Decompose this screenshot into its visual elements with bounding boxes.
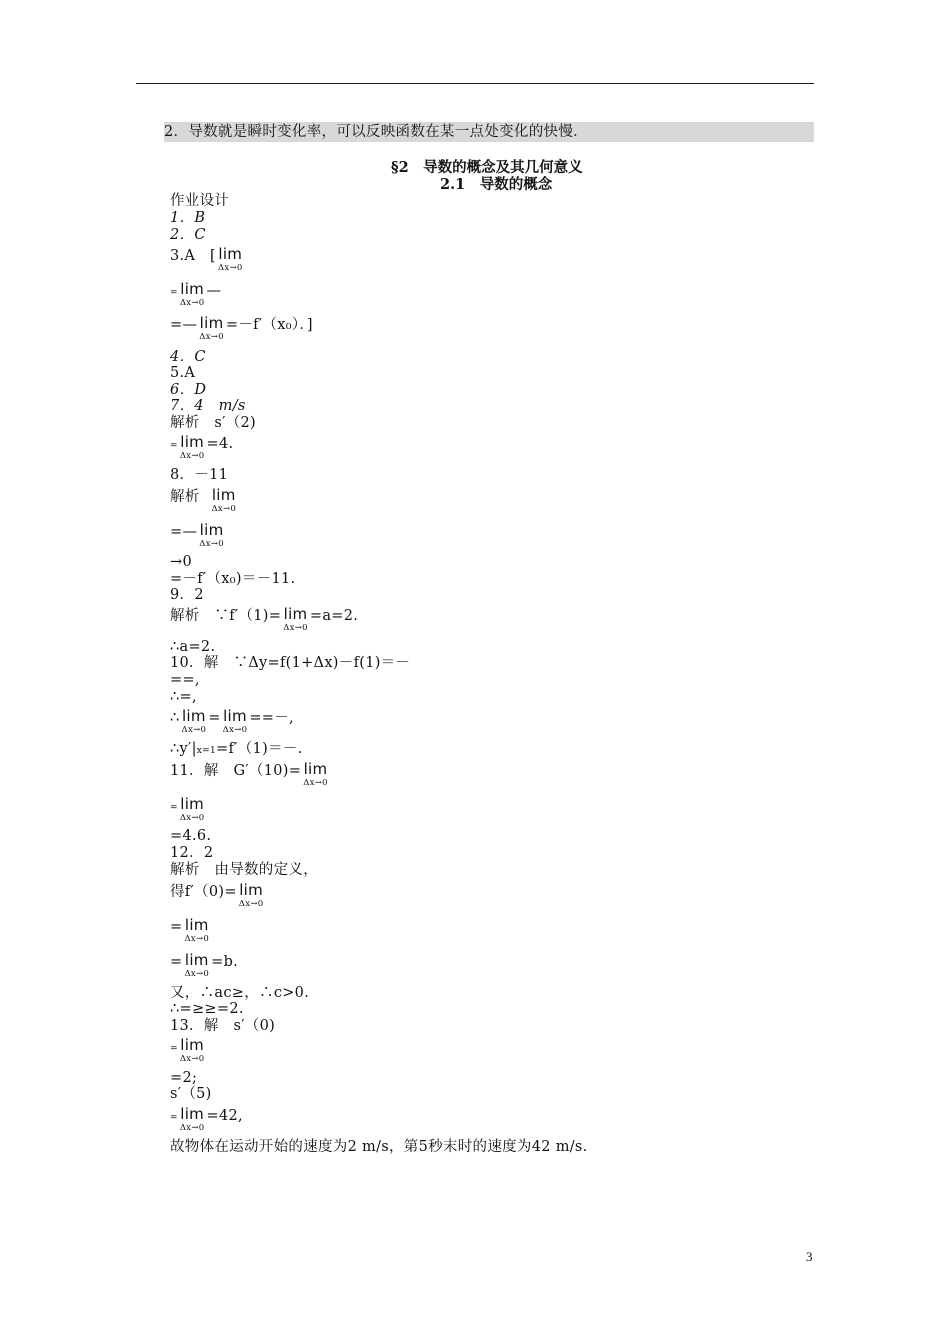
lim-word: lim bbox=[180, 1036, 205, 1054]
answer-11-step bbox=[170, 797, 207, 823]
text: =f′（1)＝－. bbox=[216, 741, 303, 757]
answer-10-result bbox=[170, 740, 303, 760]
answer-3-line2 bbox=[170, 282, 221, 308]
subscript: x=1 bbox=[196, 746, 217, 756]
answer-7-analysis: 解析 s′（2) bbox=[170, 415, 257, 431]
limit-symbol bbox=[184, 953, 209, 979]
answer-10: 10．解 ∵Δy=f(1+Δx)－f(1)＝－ bbox=[170, 655, 411, 671]
text: =4. bbox=[206, 436, 234, 452]
limit-symbol bbox=[182, 709, 207, 735]
answer-10-step3 bbox=[170, 709, 294, 735]
lim-word: lim bbox=[303, 760, 328, 778]
answer-8: 8．－11 bbox=[170, 467, 229, 483]
answer-12-result: ∴=≥≥=2. bbox=[170, 1001, 244, 1017]
limit-symbol bbox=[218, 247, 243, 273]
lim-sub: Δx→0 bbox=[217, 263, 243, 273]
limit-symbol bbox=[303, 762, 328, 788]
text: 4．C bbox=[170, 349, 206, 365]
page-number: 3 bbox=[806, 1249, 813, 1264]
lim-word: lim bbox=[181, 707, 206, 725]
answer-12-step1 bbox=[170, 883, 265, 909]
text: =b. bbox=[211, 954, 239, 970]
answer-10-step1: ==, bbox=[170, 672, 200, 688]
text: = bbox=[170, 803, 178, 813]
lim-sub: Δx→0 bbox=[199, 332, 224, 342]
text: = bbox=[170, 1113, 178, 1123]
lim-word: lim bbox=[239, 881, 264, 899]
text: 3.A [ bbox=[170, 248, 216, 264]
answer-2-text: 2．C bbox=[170, 227, 206, 243]
lim-word: lim bbox=[211, 486, 236, 504]
answer-13-step2: =2; bbox=[170, 1070, 198, 1086]
lim-word: lim bbox=[199, 521, 224, 539]
answer-9-result: ∴a=2. bbox=[170, 639, 216, 655]
text: ∴ bbox=[170, 710, 180, 726]
lim-word: lim bbox=[184, 916, 209, 934]
limit-symbol bbox=[180, 282, 205, 308]
text: ==－, bbox=[249, 710, 294, 726]
limit-symbol bbox=[283, 607, 308, 633]
answer-12-step4: 又，∴ac≥，∴c>0. bbox=[170, 985, 310, 1001]
limit-symbol bbox=[180, 435, 205, 461]
lim-sub: Δx→0 bbox=[184, 934, 210, 944]
intro-text: 2．导数就是瞬时变化率，可以反映函数在某一点处变化的快慢． bbox=[164, 124, 588, 140]
answer-13-step4 bbox=[170, 1107, 243, 1133]
answer-8-step bbox=[170, 523, 226, 549]
text: = bbox=[208, 710, 221, 726]
text: = bbox=[170, 441, 178, 451]
answer-2 bbox=[170, 226, 206, 244]
text: 7．4 m/s bbox=[170, 398, 246, 414]
answer-3-line3 bbox=[170, 316, 313, 342]
lim-sub: Δx→0 bbox=[179, 1054, 205, 1064]
lim-word: lim bbox=[180, 795, 205, 813]
answer-12: 12．2 bbox=[170, 845, 214, 861]
answer-9: 9．2 bbox=[170, 587, 204, 603]
limit-symbol bbox=[180, 1107, 205, 1133]
answer-13-step1 bbox=[170, 1038, 207, 1064]
answer-7 bbox=[170, 397, 246, 415]
lim-word: lim bbox=[223, 707, 247, 725]
answer-13-step3: s′（5) bbox=[170, 1086, 212, 1102]
answer-8-arrow: →0 bbox=[170, 554, 192, 570]
text: — bbox=[206, 283, 222, 299]
lim-sub: Δx→0 bbox=[179, 813, 205, 823]
text: =— bbox=[170, 317, 198, 333]
answer-7-result bbox=[170, 435, 233, 461]
answer-12-analysis: 解析 由导数的定义， bbox=[170, 862, 318, 878]
answer-1-text: 1．B bbox=[170, 210, 206, 226]
text: = bbox=[170, 1044, 178, 1054]
answer-10-step2: ∴=, bbox=[170, 689, 197, 705]
text: =a=2. bbox=[309, 608, 359, 624]
text: =42, bbox=[206, 1108, 243, 1124]
lim-word: lim bbox=[184, 951, 209, 969]
text: ∴y′| bbox=[170, 741, 197, 757]
lim-word: lim bbox=[180, 1105, 205, 1123]
answer-3-line1 bbox=[170, 247, 245, 273]
limit-symbol bbox=[223, 709, 248, 735]
answer-12-step3 bbox=[170, 953, 238, 979]
lim-sub: Δx→0 bbox=[303, 778, 328, 788]
text: = bbox=[170, 288, 178, 298]
answer-9-analysis bbox=[170, 607, 358, 633]
answer-8-analysis bbox=[170, 488, 238, 514]
lim-word: lim bbox=[180, 280, 205, 298]
subsection-title: 2.1 导数的概念 bbox=[440, 176, 553, 193]
answer-1 bbox=[170, 209, 205, 227]
header-rule bbox=[136, 83, 814, 84]
limit-symbol bbox=[199, 316, 224, 342]
limit-symbol bbox=[180, 797, 205, 823]
answer-8-result: =－f′（x₀)＝－11. bbox=[170, 571, 296, 587]
section-title: §2 导数的概念及其几何意义 bbox=[391, 159, 583, 176]
text: 得f′（0)= bbox=[170, 884, 237, 900]
answer-11-result: =4.6. bbox=[170, 828, 212, 844]
lim-word: lim bbox=[218, 245, 243, 263]
heading-homework: 作业设计 bbox=[170, 193, 230, 209]
text: 解析 ∵f′（1)= bbox=[170, 608, 282, 624]
text: 解析 bbox=[170, 489, 200, 505]
lim-sub: Δx→0 bbox=[179, 451, 205, 461]
lim-sub: Δx→0 bbox=[179, 298, 205, 308]
limit-symbol bbox=[239, 883, 264, 909]
answer-11 bbox=[170, 762, 330, 788]
lim-word: lim bbox=[283, 605, 308, 623]
lim-sub: Δx→0 bbox=[283, 623, 308, 633]
limit-symbol bbox=[199, 523, 224, 549]
limit-symbol bbox=[180, 1038, 205, 1064]
text: = bbox=[170, 919, 183, 935]
answer-12-step2 bbox=[170, 918, 211, 944]
answer-13: 13．解 s′（0) bbox=[170, 1018, 276, 1034]
limit-symbol bbox=[184, 918, 209, 944]
text: =— bbox=[170, 524, 198, 540]
text: 6．D bbox=[170, 382, 207, 398]
answer-13-conclusion: 故物体在运动开始的速度为2 m/s，第5秒末时的速度为42 m/s. bbox=[170, 1139, 588, 1155]
lim-sub: Δx→0 bbox=[184, 969, 210, 979]
lim-sub: Δx→0 bbox=[199, 539, 224, 549]
text: =－f′（x₀）．] bbox=[225, 317, 313, 333]
lim-word: lim bbox=[199, 314, 224, 332]
lim-sub: Δx→0 bbox=[222, 725, 248, 735]
limit-symbol bbox=[211, 488, 236, 514]
lim-sub: Δx→0 bbox=[238, 899, 264, 909]
text: = bbox=[170, 954, 183, 970]
text: 11．解 G′（10)= bbox=[170, 763, 302, 779]
lim-sub: Δx→0 bbox=[179, 1123, 205, 1133]
lim-sub: Δx→0 bbox=[211, 504, 237, 514]
lim-word: lim bbox=[180, 433, 205, 451]
answer-5: 5.A bbox=[170, 365, 196, 381]
lim-sub: Δx→0 bbox=[181, 725, 207, 735]
